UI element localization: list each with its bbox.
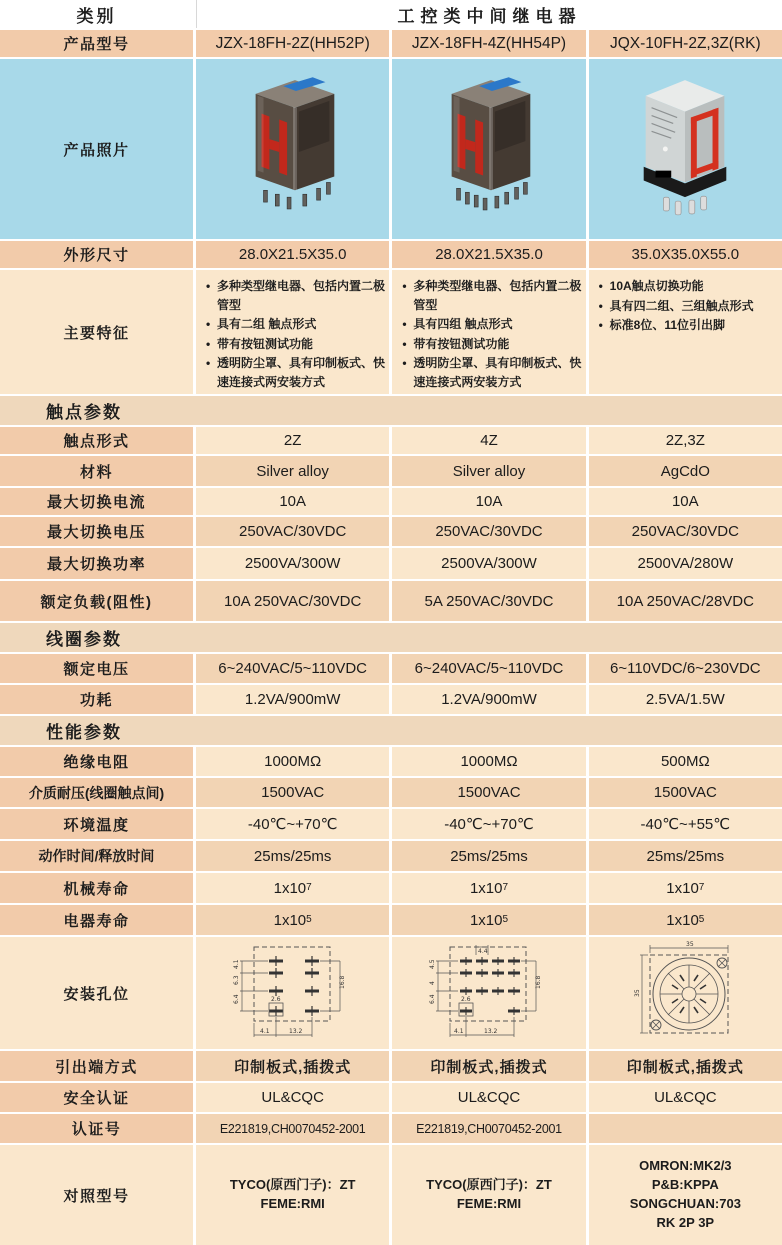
feature-item: • 具有二组 触点形式	[206, 315, 385, 334]
section-title: 线圈参数	[0, 623, 782, 652]
row-label: 额定负载(阻性)	[0, 581, 193, 621]
spec-value: 250VAC/30VDC	[392, 517, 585, 546]
table-row-contact-form	[0, 427, 782, 454]
row-label: 材料	[0, 456, 193, 486]
model-value-2: JZX-18FH-4Z(HH54P)	[392, 30, 585, 57]
life-base: 1x10	[273, 911, 307, 929]
life-base: 1x10	[273, 879, 307, 897]
spec-value: 1500VAC	[196, 778, 389, 807]
spec-value: 2500VA/300W	[196, 548, 389, 579]
row-label: 引出端方式	[0, 1051, 193, 1081]
section-header-performance	[0, 716, 782, 745]
spec-value: 1x10 7	[392, 873, 585, 903]
cross-ref-2	[392, 1145, 585, 1245]
cross-ref-line: RK 2P 3P	[656, 1214, 715, 1230]
svg-text:4.1: 4.1	[453, 1028, 464, 1035]
section-header-contact	[0, 396, 782, 425]
mounting-diagram-2	[392, 937, 585, 1049]
table-row-max-current	[0, 488, 782, 515]
svg-text:6.3: 6.3	[232, 975, 240, 985]
svg-text:13.2: 13.2	[288, 1028, 303, 1035]
row-label: 机械寿命	[0, 873, 193, 903]
spec-value: 5A 250VAC/30VDC	[392, 581, 585, 621]
spec-value: 10A 250VAC/28VDC	[589, 581, 782, 621]
svg-text:16.8: 16.8	[338, 975, 346, 989]
svg-text:4.5: 4.5	[428, 959, 436, 969]
spec-value: Silver alloy	[196, 456, 389, 486]
spec-value: 25ms/25ms	[196, 841, 389, 871]
svg-text:4.4: 4.4	[477, 948, 488, 955]
table-row-rated-load	[0, 581, 782, 621]
spec-value: 印制板式,插拨式	[196, 1051, 389, 1081]
cross-ref-line: TYCO(原西门子)：ZT	[426, 1177, 552, 1193]
spec-value: UL&CQC	[196, 1083, 389, 1112]
table-row-material	[0, 456, 782, 486]
spec-value: 1.2VA/900mW	[196, 685, 389, 714]
spec-value	[589, 1114, 782, 1143]
section-title: 触点参数	[0, 396, 782, 425]
feature-item: • 透明防尘罩、具有印制板式、快速连接式两安装方式	[206, 354, 385, 391]
life-base: 1x10	[666, 911, 699, 929]
spec-value: -40℃~+70℃	[392, 809, 585, 839]
row-label: 功耗	[0, 685, 193, 714]
spec-value: UL&CQC	[589, 1083, 782, 1112]
svg-text:4: 4	[428, 981, 436, 985]
life-base: 1x10	[469, 879, 503, 897]
spec-value: -40℃~+55℃	[589, 809, 782, 839]
category-value: 工控类中间继电器	[196, 0, 782, 28]
table-row-features	[0, 270, 782, 394]
cross-ref-line: FEME:RMI	[456, 1196, 522, 1211]
feature-item: • 具有四二组、三组触点形式	[599, 297, 754, 316]
spec-value: 1x10 5	[392, 905, 585, 935]
row-label: 介质耐压(线圈触点间)	[0, 778, 193, 807]
spec-value: 500MΩ	[589, 747, 782, 776]
spec-value: 1000MΩ	[392, 747, 585, 776]
spec-value: 1500VAC	[589, 778, 782, 807]
table-row-terminal	[0, 1051, 782, 1081]
spec-value: 1.2VA/900mW	[392, 685, 585, 714]
spec-value: 6~110VDC/6~230VDC	[589, 654, 782, 683]
spec-value: UL&CQC	[392, 1083, 585, 1112]
spec-value: 6~240VAC/5~110VDC	[392, 654, 585, 683]
spec-value: 1x10 5	[589, 905, 782, 935]
svg-text:4.1: 4.1	[259, 1028, 270, 1035]
row-label: 绝缘电阻	[0, 747, 193, 776]
table-row-power-consumption	[0, 685, 782, 714]
row-label: 外形尺寸	[0, 241, 193, 268]
spec-value: 35.0X35.0X55.0	[589, 241, 782, 268]
row-label: 最大切换电流	[0, 488, 193, 515]
relay-image-4z	[430, 68, 548, 230]
row-label: 对照型号	[0, 1145, 193, 1245]
spec-value: 1500VAC	[392, 778, 585, 807]
mounting-drawing-4z	[404, 941, 574, 1045]
row-label: 产品型号	[0, 30, 193, 57]
table-row-cross-ref	[0, 1145, 782, 1245]
table-row-max-power	[0, 548, 782, 579]
features-list-1	[196, 270, 389, 394]
relay-photo-3	[589, 59, 782, 239]
model-value-3: JQX-10FH-2Z,3Z(RK)	[589, 30, 782, 57]
feature-item: • 多种类型继电器、包括内置二极管型	[402, 277, 581, 314]
svg-text:16.8: 16.8	[534, 975, 542, 989]
table-row-mech-life	[0, 873, 782, 903]
row-label: 最大切换功率	[0, 548, 193, 579]
spec-value: 1000MΩ	[196, 747, 389, 776]
svg-text:35: 35	[686, 941, 694, 948]
table-row-cert-no	[0, 1114, 782, 1143]
svg-text:35: 35	[634, 989, 642, 997]
mounting-diagram-3	[589, 937, 782, 1049]
table-row-safety	[0, 1083, 782, 1112]
row-label: 动作时间/释放时间	[0, 841, 193, 871]
spec-value: 6~240VAC/5~110VDC	[196, 654, 389, 683]
table-row-dimensions	[0, 241, 782, 268]
features-list-3	[589, 270, 782, 394]
feature-item: • 标准8位、11位引出脚	[599, 316, 754, 335]
cross-ref-line: P&B:KPPA	[651, 1177, 719, 1193]
table-row-elec-life	[0, 905, 782, 935]
spec-value: 28.0X21.5X35.0	[196, 241, 389, 268]
row-label: 产品照片	[0, 59, 193, 239]
spec-value: E221819,CH0070452-2001	[196, 1114, 389, 1143]
svg-text:6.4: 6.4	[232, 994, 240, 1004]
spec-value: AgCdO	[589, 456, 782, 486]
spec-value: -40℃~+70℃	[196, 809, 389, 839]
spec-value: 2Z,3Z	[589, 427, 782, 454]
row-label: 安装孔位	[0, 937, 193, 1049]
relay-photo-2	[392, 59, 585, 239]
spec-value: 2500VA/280W	[589, 548, 782, 579]
row-label: 认证号	[0, 1114, 193, 1143]
table-row-photos	[0, 59, 782, 239]
feature-item: • 多种类型继电器、包括内置二极管型	[206, 277, 385, 314]
cross-ref-line: SONGCHUAN:703	[629, 1196, 741, 1211]
table-row-operate-time	[0, 841, 782, 871]
spec-value: 1x10 7	[589, 873, 782, 903]
spec-value: E221819,CH0070452-2001	[392, 1114, 585, 1143]
features-list-2	[392, 270, 585, 394]
spec-value: 250VAC/30VDC	[589, 517, 782, 546]
table-row-dielectric	[0, 778, 782, 807]
table-row-max-voltage	[0, 517, 782, 546]
feature-item: • 10A触点切换功能	[599, 277, 754, 296]
spec-value: 10A	[196, 488, 389, 515]
section-title: 性能参数	[0, 716, 782, 745]
spec-value: 4Z	[392, 427, 585, 454]
relay-image-2z	[234, 68, 352, 230]
feature-item: • 透明防尘罩、具有印制板式、快速连接式两安装方式	[402, 354, 581, 391]
row-label: 环境温度	[0, 809, 193, 839]
life-base: 1x10	[469, 911, 503, 929]
feature-item: • 带有按钮测试功能	[402, 335, 581, 354]
spec-value: 250VAC/30VDC	[196, 517, 389, 546]
row-label: 电器寿命	[0, 905, 193, 935]
table-row-ambient	[0, 809, 782, 839]
spec-value: 1x10 7	[196, 873, 389, 903]
spec-value: 1x10 5	[196, 905, 389, 935]
spec-value: 10A	[392, 488, 585, 515]
svg-text:2.6: 2.6	[270, 996, 281, 1003]
life-base: 1x10	[666, 879, 699, 897]
relay-photo-1	[196, 59, 389, 239]
cross-ref-line: TYCO(原西门子)：ZT	[229, 1177, 356, 1193]
relay-image-jqx	[626, 65, 744, 233]
cross-ref-line: FEME:RMI	[260, 1196, 325, 1211]
row-label: 安全认证	[0, 1083, 193, 1112]
cross-ref-1	[196, 1145, 389, 1245]
row-label: 最大切换电压	[0, 517, 193, 546]
mounting-diagram-1	[196, 937, 389, 1049]
spec-value: 25ms/25ms	[392, 841, 585, 871]
section-header-coil	[0, 623, 782, 652]
svg-text:6.4: 6.4	[428, 994, 436, 1004]
table-row-category	[0, 0, 782, 28]
row-label: 额定电压	[0, 654, 193, 683]
cross-ref-3	[589, 1145, 782, 1245]
svg-text:4.1: 4.1	[232, 959, 240, 969]
spec-value: 25ms/25ms	[589, 841, 782, 871]
spec-value: 10A	[589, 488, 782, 515]
spec-value: 10A 250VAC/30VDC	[196, 581, 389, 621]
spec-value: Silver alloy	[392, 456, 585, 486]
spec-value: 印制板式,插拨式	[589, 1051, 782, 1081]
table-row-insulation	[0, 747, 782, 776]
table-row-mounting	[0, 937, 782, 1049]
svg-text:2.6: 2.6	[460, 996, 471, 1003]
feature-item: • 具有四组 触点形式	[402, 315, 581, 334]
model-value-1: JZX-18FH-2Z(HH52P)	[196, 30, 389, 57]
mounting-drawing-socket	[600, 941, 770, 1045]
category-label: 类别	[0, 0, 193, 28]
spec-value: 2500VA/300W	[392, 548, 585, 579]
spec-value: 2Z	[196, 427, 389, 454]
table-row-rated-voltage	[0, 654, 782, 683]
feature-item: • 带有按钮测试功能	[206, 335, 385, 354]
spec-value: 28.0X21.5X35.0	[392, 241, 585, 268]
row-label: 主要特征	[0, 270, 193, 394]
spec-value: 印制板式,插拨式	[392, 1051, 585, 1081]
cross-ref-line: OMRON:MK2/3	[639, 1158, 732, 1174]
spec-value: 2.5VA/1.5W	[589, 685, 782, 714]
table-row-model	[0, 30, 782, 57]
row-label: 触点形式	[0, 427, 193, 454]
mounting-drawing-2z	[208, 941, 378, 1045]
svg-text:13.2: 13.2	[483, 1028, 498, 1035]
